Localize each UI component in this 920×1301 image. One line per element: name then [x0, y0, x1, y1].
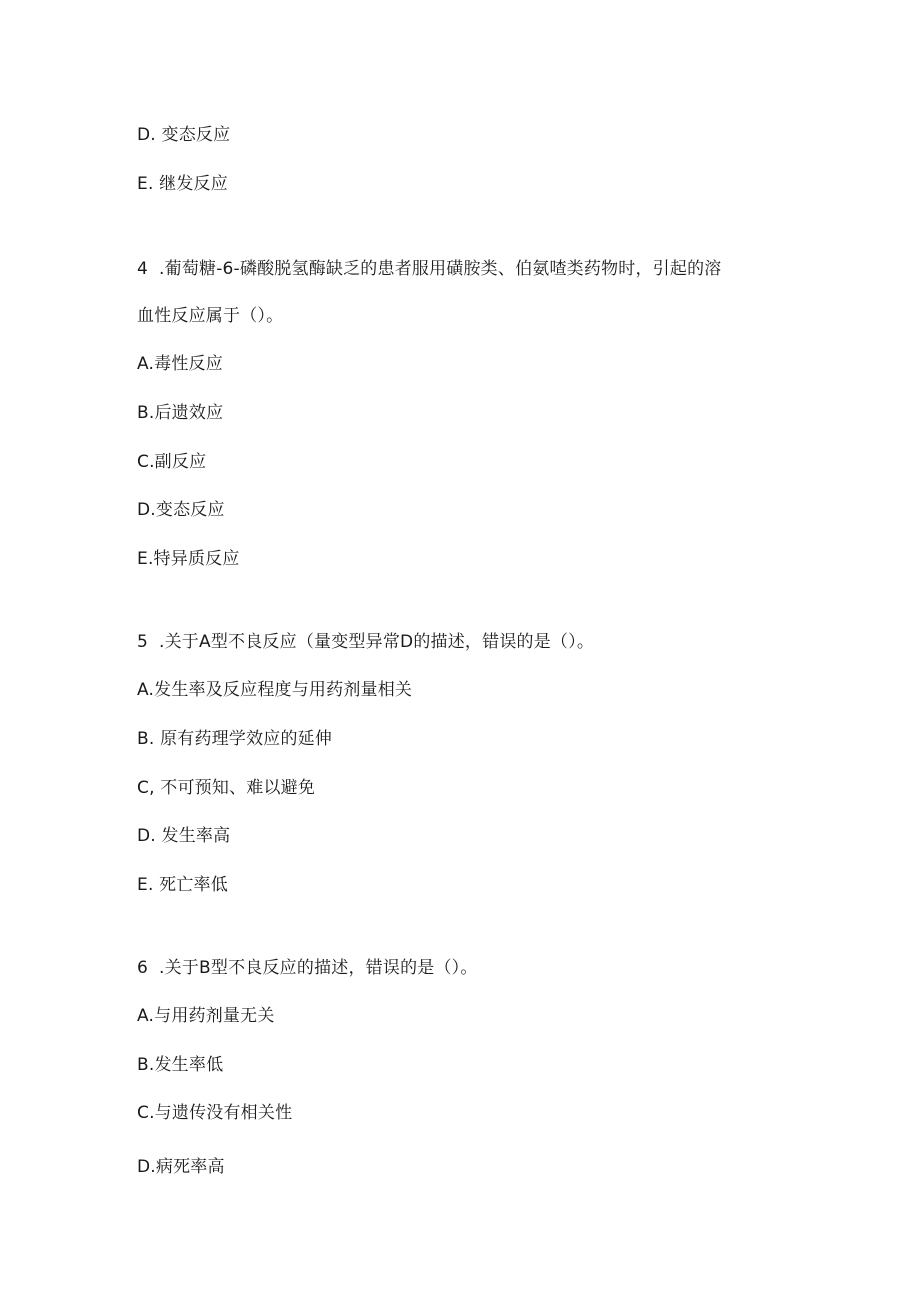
question-4-number: 4 — [137, 259, 149, 279]
question-5-stem-text: .关于A型不良反应（量变型异常D的描述，错误的是（）。 — [159, 632, 595, 652]
question-6-option-b: B.发生率低 — [137, 1055, 224, 1075]
question-5-option-a: A.发生率及反应程度与用药剂量相关 — [137, 680, 413, 700]
question-6-stem — [137, 957, 478, 979]
question-5-option-d: D. 发生率高 — [137, 826, 231, 846]
option-prev-e: E. 继发反应 — [137, 174, 228, 194]
question-6-option-c: C.与遗传没有相关性 — [137, 1103, 293, 1123]
question-5-stem — [137, 631, 594, 653]
question-6-option-d: D.病死率高 — [137, 1157, 225, 1177]
question-5-number: 5 — [137, 632, 149, 652]
question-5-option-b: B. 原有药理学效应的延伸 — [137, 729, 333, 749]
question-4-stem-line2: 血性反应属于（）。 — [137, 306, 284, 326]
question-4-option-d: D.变态反应 — [137, 500, 225, 520]
question-4-option-b: B.后遗效应 — [137, 403, 224, 423]
question-6-option-a: A.与用药剂量无关 — [137, 1006, 275, 1026]
question-5-option-e: E. 死亡率低 — [137, 875, 228, 895]
question-4-stem-line1: .葡萄糖-6-磷酸脱氢酶缺乏的患者服用磺胺类、伯氨喳类药物时，引起的溶 — [159, 259, 722, 279]
question-4-option-e: E.特异质反应 — [137, 549, 240, 569]
question-6-stem-text: .关于B型不良反应的描述，错误的是（）。 — [159, 958, 478, 978]
option-prev-d: D. 变态反应 — [137, 125, 231, 145]
question-4-stem — [137, 258, 722, 280]
question-6-number: 6 — [137, 958, 149, 978]
question-4-option-a: A.毒性反应 — [137, 354, 223, 374]
question-5-option-c: C, 不可预知、难以避免 — [137, 778, 316, 798]
question-4-option-c: C.副反应 — [137, 452, 207, 472]
